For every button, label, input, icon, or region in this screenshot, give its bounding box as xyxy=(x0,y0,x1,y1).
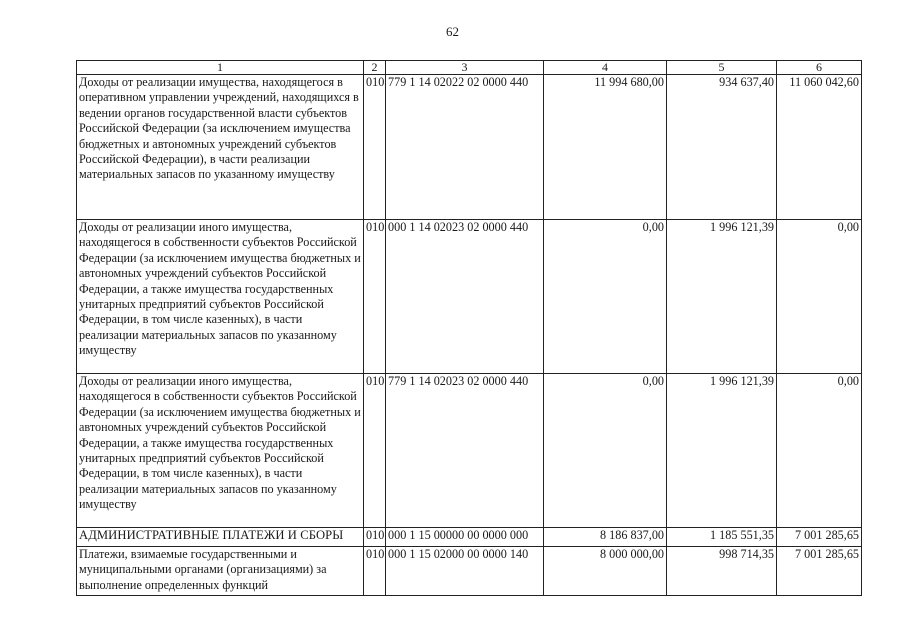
row-value-col5: 998 714,35 xyxy=(667,547,777,596)
table-row xyxy=(77,220,862,374)
table-row xyxy=(77,528,862,547)
row-value-col6: 0,00 xyxy=(777,220,862,374)
column-header-3: 3 xyxy=(386,61,544,75)
row-value-col6: 7 001 285,65 xyxy=(777,547,862,596)
column-header-1: 1 xyxy=(77,61,364,75)
row-value-col4: 11 994 680,00 xyxy=(544,75,667,220)
table-row xyxy=(77,75,862,220)
row-budget-code: 779 1 14 02023 02 0000 440 xyxy=(386,374,544,528)
column-header-5: 5 xyxy=(667,61,777,75)
column-header-4: 4 xyxy=(544,61,667,75)
row-budget-code: 000 1 15 00000 00 0000 000 xyxy=(386,528,544,547)
row-line-code: 010 xyxy=(364,374,386,528)
row-value-col5: 934 637,40 xyxy=(667,75,777,220)
row-line-code: 010 xyxy=(364,75,386,220)
row-budget-code: 779 1 14 02022 02 0000 440 xyxy=(386,75,544,220)
row-value-col6: 7 001 285,65 xyxy=(777,528,862,547)
row-value-col5: 1 996 121,39 xyxy=(667,220,777,374)
column-header-2: 2 xyxy=(364,61,386,75)
row-description: Доходы от реализации иного имущества, находящегося в собственности субъектов Российской Федерации (за исключением имущества бюджетных и автономных учреждений субъектов Российской Федерации, а также имущества государственных унитарных предприятий субъектов Российской Федерации, в том числе казенных), в части реализации материальных запасов по указанному имуществу xyxy=(77,374,364,528)
row-value-col6: 0,00 xyxy=(777,374,862,528)
row-line-code: 010 xyxy=(364,547,386,596)
row-line-code: 010 xyxy=(364,220,386,374)
row-value-col5: 1 996 121,39 xyxy=(667,374,777,528)
table-header-row xyxy=(77,61,862,75)
revenue-table xyxy=(76,60,862,596)
row-value-col4: 0,00 xyxy=(544,220,667,374)
row-value-col4: 0,00 xyxy=(544,374,667,528)
row-value-col5: 1 185 551,35 xyxy=(667,528,777,547)
row-value-col6: 11 060 042,60 xyxy=(777,75,862,220)
row-description: Доходы от реализации имущества, находящегося в оперативном управлении учреждений, находящихся в ведении органов государственной власти субъектов Российской Федерации (за исключением имущества бюджетных и автономных учреждений субъектов Российской Федерации), в части реализации материальных запасов по указанному имуществу xyxy=(77,75,364,220)
row-value-col4: 8 000 000,00 xyxy=(544,547,667,596)
row-description: Доходы от реализации иного имущества, находящегося в собственности субъектов Российской Федерации (за исключением имущества бюджетных и автономных учреждений субъектов Российской Федерации, а также имущества государственных унитарных предприятий субъектов Российской Федерации, в том числе казенных), в части реализации материальных запасов по указанному имуществу xyxy=(77,220,364,374)
row-budget-code: 000 1 15 02000 00 0000 140 xyxy=(386,547,544,596)
row-description: Платежи, взимаемые государственными и муниципальными органами (организациями) за выполнение определенных функций xyxy=(77,547,364,596)
page-number: 62 xyxy=(446,24,459,39)
table-row xyxy=(77,374,862,528)
table-row xyxy=(77,547,862,596)
row-description: АДМИНИСТРАТИВНЫЕ ПЛАТЕЖИ И СБОРЫ xyxy=(77,528,364,547)
row-budget-code: 000 1 14 02023 02 0000 440 xyxy=(386,220,544,374)
row-line-code: 010 xyxy=(364,528,386,547)
column-header-6: 6 xyxy=(777,61,862,75)
row-value-col4: 8 186 837,00 xyxy=(544,528,667,547)
